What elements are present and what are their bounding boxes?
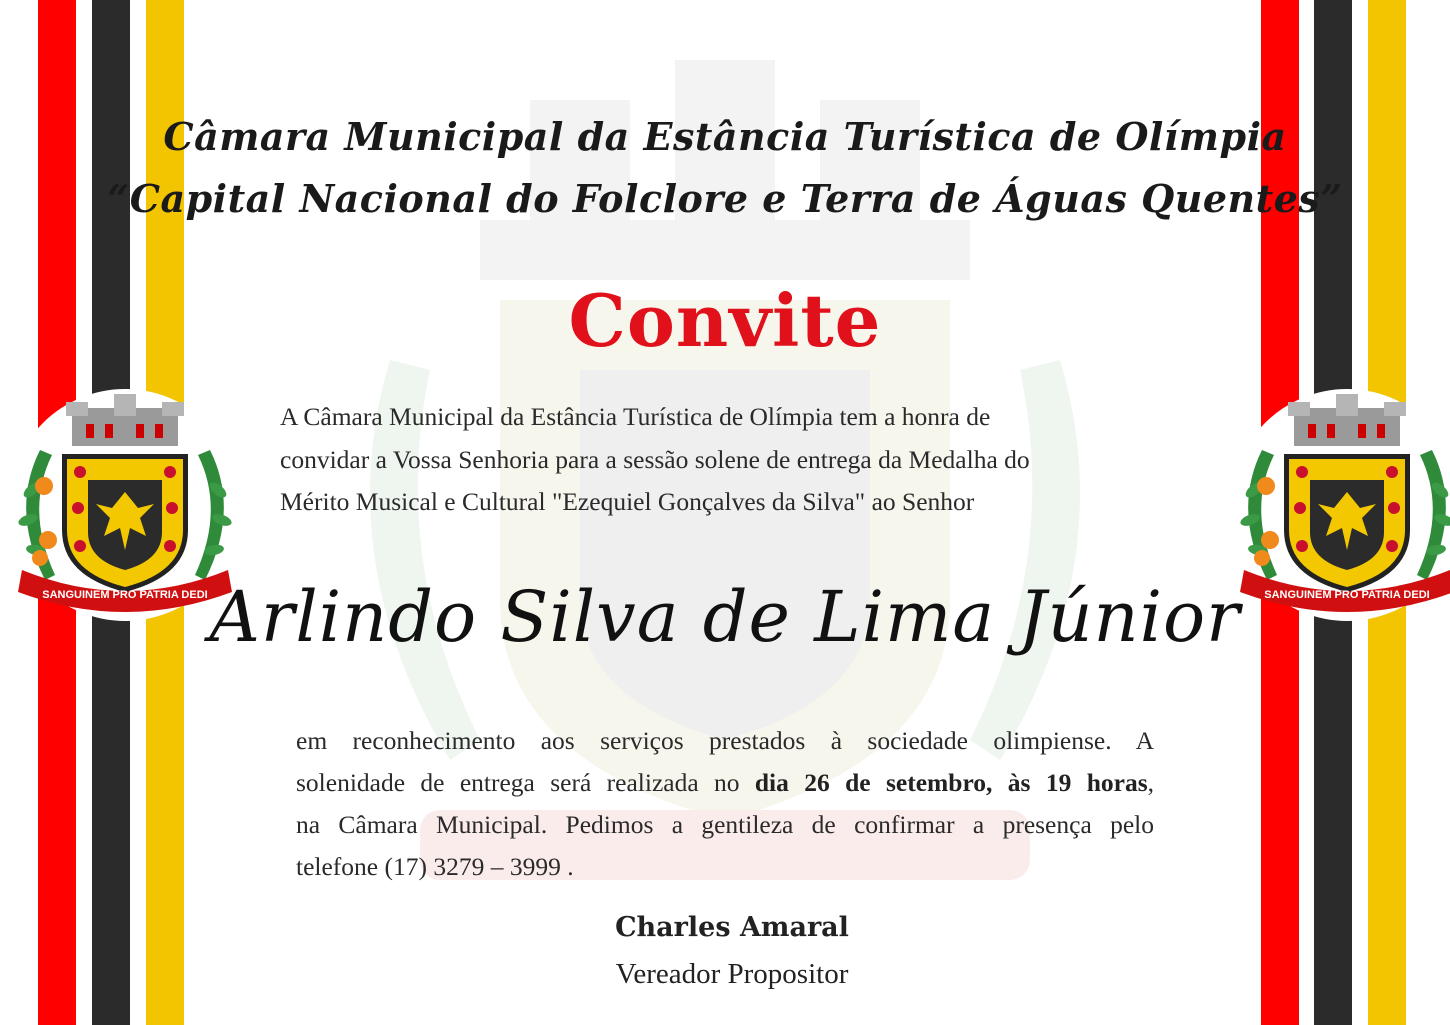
invitation-title: Convite: [568, 278, 882, 363]
invitation-line: convidar a Vossa Senhoria para a sessão solene de entrega da Medalha do: [280, 444, 1030, 474]
invitation-paragraph: [280, 396, 1140, 524]
svg-text:SANGUINEM PRO PATRIA DEDI: SANGUINEM PRO PATRIA DEDI: [1264, 589, 1430, 601]
signatory-name: Charles Amaral: [615, 912, 849, 943]
signatory-role: Vereador Propositor: [615, 958, 849, 990]
details-line: na Câmara Municipal. Pedimos a gentileza de confirmar a presença pelo: [296, 810, 1154, 839]
details-phone-line: telefone (17) 3279 – 3999 .: [296, 852, 574, 881]
invitation-line: A Câmara Municipal da Estância Turística de Olímpia tem a honra de: [280, 402, 991, 431]
chamber-name-heading: Câmara Municipal da Estância Turística de Olímpia: [163, 114, 1287, 159]
details-text: ,: [1147, 768, 1154, 797]
details-paragraph: [296, 720, 1154, 888]
details-line: [296, 762, 1154, 804]
invitation-line: Mérito Musical e Cultural "Ezequiel Gonçalves da Silva" ao Senhor: [280, 487, 975, 516]
event-date-time: dia 26 de setembro, às 19 horas: [754, 768, 1148, 797]
honoree-name: Arlindo Silva de Lima Júnior: [209, 576, 1241, 658]
svg-text:SANGUINEM PRO PATRIA DEDI: SANGUINEM PRO PATRIA DEDI: [42, 589, 208, 601]
details-text: solenidade de entrega será realizada no: [296, 768, 755, 797]
details-line: em reconhecimento aos serviços prestados à sociedade olimpiense. A: [296, 726, 1154, 755]
city-slogan-heading: “Capital Nacional do Folclore e Terra de Águas Quentes”: [107, 176, 1343, 221]
